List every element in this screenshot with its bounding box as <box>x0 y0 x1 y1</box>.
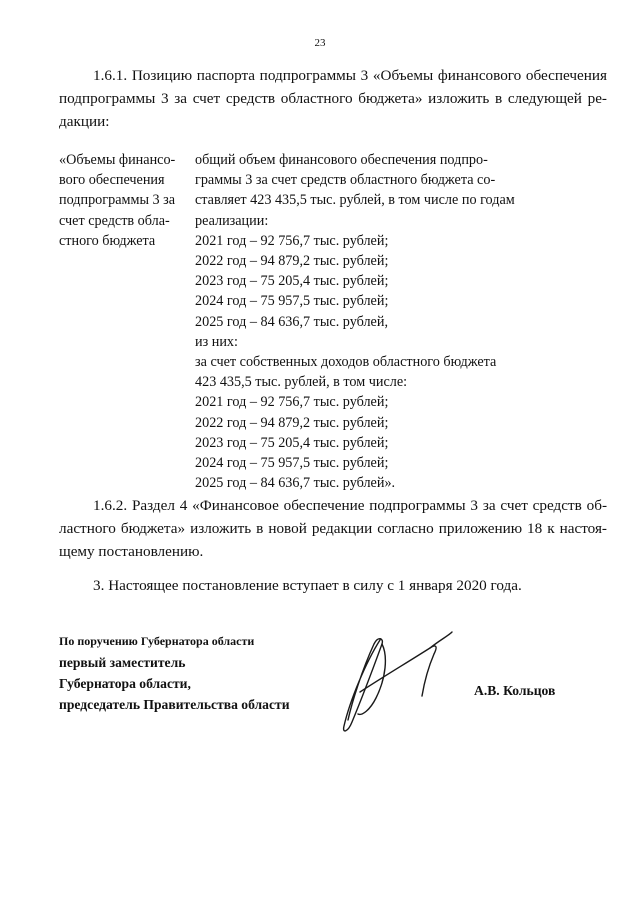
table-right-line: 2024 год – 75 957,5 тыс. рублей; <box>195 293 389 310</box>
table-right-line: за счет собственных доходов областного бюджета <box>195 354 497 371</box>
paragraph-line: щему постановлению. <box>59 543 204 560</box>
paragraph-line: подпрограммы 3 за счет средств областного бюджета» изложить в следующей ре- <box>59 90 607 107</box>
table-right-line: граммы 3 за счет средств областного бюджета со- <box>195 172 496 189</box>
paragraph-line: 3. Настоящее постановление вступает в силу с 1 января 2020 года. <box>93 577 522 594</box>
table-left-line: стного бюджета <box>59 232 156 249</box>
table-right-line: 2021 год – 92 756,7 тыс. рублей; <box>195 232 389 249</box>
passport-position-value <box>195 150 555 493</box>
table-left-line: подпрограммы 3 за <box>59 192 176 209</box>
paragraph-3 <box>59 574 607 597</box>
signatory-title <box>59 631 290 715</box>
paragraph-line: дакции: <box>59 113 110 130</box>
passport-position-name <box>59 150 189 251</box>
table-right-line: общий объем финансового обеспечения подпро- <box>195 152 488 168</box>
table-right-line: 2022 год – 94 879,2 тыс. рублей; <box>195 414 389 431</box>
paragraph-line: ластного бюджета» изложить в новой редакции согласно приложению 18 к настоя- <box>59 520 607 537</box>
paragraph-1-6-2 <box>59 494 607 563</box>
table-right-line: ставляет 423 435,5 тыс. рублей, в том числе по годам <box>195 192 515 209</box>
signatory-line: По поручению Губернатора области <box>59 634 255 648</box>
table-right-line: 2021 год – 92 756,7 тыс. рублей; <box>195 394 389 411</box>
table-right-line: 2024 год – 75 957,5 тыс. рублей; <box>195 455 389 472</box>
table-right-line: 2023 год – 75 205,4 тыс. рублей; <box>195 434 389 451</box>
signatory-line: первый заместитель <box>59 655 186 670</box>
table-right-line: реализации: <box>195 212 269 229</box>
paragraph-line: 1.6.2. Раздел 4 «Финансовое обеспечение подпрограммы 3 за счет средств об- <box>93 497 607 514</box>
table-left-line: вого обеспечения <box>59 172 165 189</box>
table-left-line: «Объемы финансо- <box>59 152 176 168</box>
signatory-line: Губернатора области, <box>59 676 191 691</box>
paragraph-1-6-1 <box>59 64 607 133</box>
signatory-name: А.В. Кольцов <box>474 683 556 698</box>
table-right-line: 2023 год – 75 205,4 тыс. рублей; <box>195 273 389 290</box>
table-right-line: 2022 год – 94 879,2 тыс. рублей; <box>195 253 389 270</box>
table-right-line: 2025 год – 84 636,7 тыс. рублей». <box>195 475 396 492</box>
paragraph-line: 1.6.1. Позицию паспорта подпрограммы 3 «Объемы финансового обеспечения <box>93 67 607 84</box>
table-right-line: 423 435,5 тыс. рублей, в том числе: <box>195 374 408 391</box>
table-left-line: счет средств обла- <box>59 212 170 229</box>
page-number: 23 <box>314 37 326 49</box>
handwritten-signature <box>322 622 472 742</box>
signatory-line: председатель Правительства области <box>59 697 290 712</box>
table-right-line: из них: <box>195 333 238 350</box>
table-right-line: 2025 год – 84 636,7 тыс. рублей, <box>195 313 388 330</box>
